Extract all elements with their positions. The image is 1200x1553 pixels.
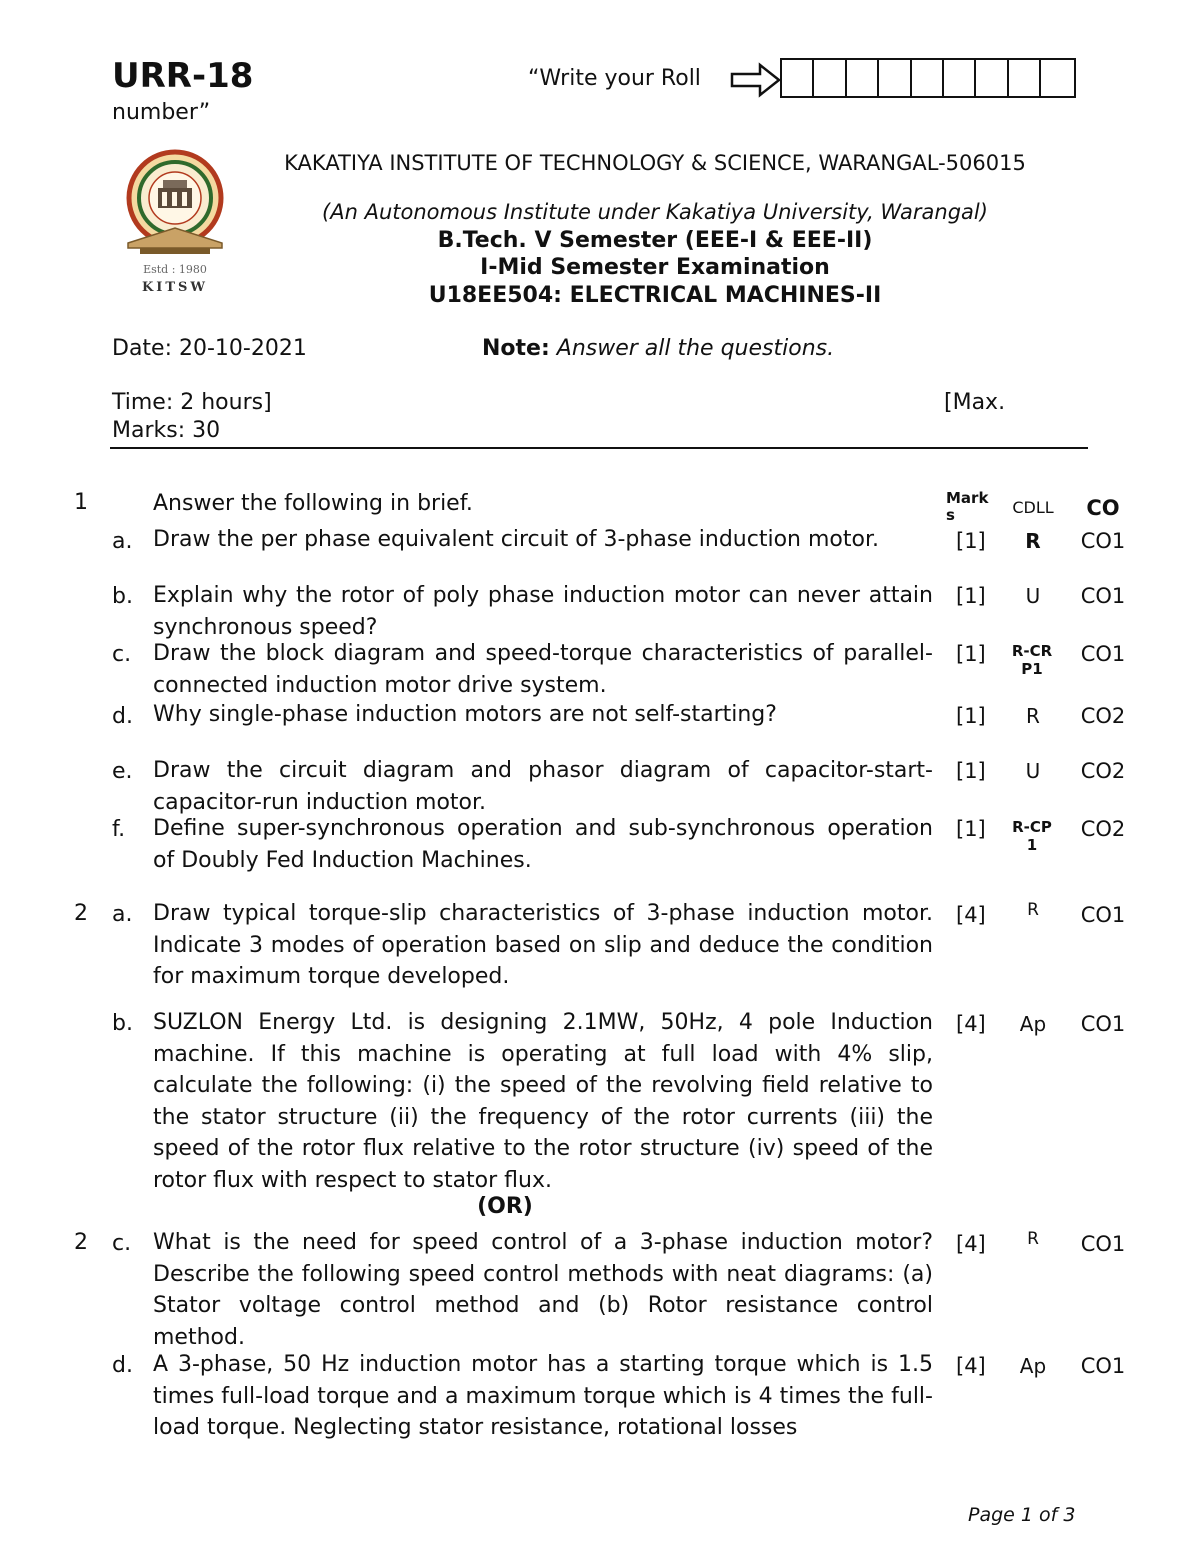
roll-box[interactable] bbox=[1009, 60, 1041, 96]
item-marks: [1] bbox=[956, 529, 986, 553]
item-marks: [1] bbox=[956, 704, 986, 728]
item-co: CO1 bbox=[1080, 1232, 1126, 1256]
question-text: SUZLON Energy Ltd. is designing 2.1MW, 50Hz, 4 pole Induction machine. If this machine is operating at full load with 4% slip, calculate the following: (i) the speed of the revolving field relative to the stator structure (ii) the frequency of the rotor currents (iii) the speed of the rotor flux relative to the rotor structure (iv) speed of the rotor flux with respect to stator flux. bbox=[153, 1010, 933, 1193]
item-label: d. bbox=[112, 704, 133, 729]
item-co: CO2 bbox=[1080, 704, 1126, 728]
max-marks-label: [Max. bbox=[944, 390, 1006, 415]
page-number: Page 1 of 3 bbox=[968, 1504, 1076, 1526]
roll-box[interactable] bbox=[814, 60, 846, 96]
item-co: CO1 bbox=[1080, 903, 1126, 927]
item-cdll: R bbox=[1027, 1229, 1039, 1249]
institute-subtitle: (An Autonomous Institute under Kakatiya University, Warangal) bbox=[322, 200, 988, 224]
item-label: f. bbox=[112, 817, 126, 842]
question-text: Draw the circuit diagram and phasor diagram of capacitor-start-capacitor-run induction motor. bbox=[153, 758, 933, 815]
roll-box[interactable] bbox=[847, 60, 879, 96]
or-separator: (OR) bbox=[477, 1194, 533, 1219]
roll-box[interactable] bbox=[912, 60, 944, 96]
item-cdll: R-CP1 bbox=[1012, 818, 1052, 854]
item-co: CO2 bbox=[1080, 817, 1126, 841]
item-label: c. bbox=[112, 642, 132, 667]
item-cdll: R bbox=[1025, 529, 1041, 553]
item-cdll: R bbox=[1026, 704, 1040, 728]
item-label: a. bbox=[112, 529, 133, 554]
logo-estd-text: Estd : 1980 bbox=[143, 263, 207, 276]
item-label: c. bbox=[112, 1231, 132, 1256]
roll-box[interactable] bbox=[879, 60, 911, 96]
item-marks: [1] bbox=[956, 759, 986, 783]
item-cdll: Ap bbox=[1019, 1354, 1047, 1378]
item-label: b. bbox=[112, 584, 133, 609]
item-co: CO1 bbox=[1080, 529, 1126, 553]
item-cdll: Ap bbox=[1019, 1012, 1047, 1036]
item-co: CO1 bbox=[1080, 1354, 1126, 1378]
logo-name-text: KITSW bbox=[141, 280, 209, 295]
roll-prompt-line1: “Write your Roll bbox=[528, 66, 701, 91]
exam-note bbox=[482, 336, 834, 361]
item-cdll: R-CRP1 bbox=[1011, 642, 1053, 678]
item-cdll: U bbox=[1025, 584, 1041, 608]
item-co: CO1 bbox=[1080, 642, 1126, 666]
roll-box[interactable] bbox=[976, 60, 1008, 96]
item-label: e. bbox=[112, 759, 133, 784]
item-cdll: R bbox=[1027, 900, 1039, 920]
program-title: B.Tech. V Semester (EEE-I & EEE-II) bbox=[437, 228, 873, 253]
course-title: U18EE504: ELECTRICAL MACHINES-II bbox=[428, 283, 882, 308]
institute-logo bbox=[120, 148, 230, 298]
roll-box[interactable] bbox=[782, 60, 814, 96]
item-label: d. bbox=[112, 1353, 133, 1378]
header-divider bbox=[110, 447, 1088, 449]
item-marks: [1] bbox=[956, 642, 986, 666]
item-co: CO1 bbox=[1080, 584, 1126, 608]
item-marks: [1] bbox=[956, 817, 986, 841]
roll-box[interactable] bbox=[944, 60, 976, 96]
exam-time: Time: 2 hours] bbox=[112, 390, 272, 415]
roll-number-boxes[interactable] bbox=[780, 58, 1076, 98]
question-text: Explain why the rotor of poly phase induction motor can never attain synchronous speed? bbox=[153, 583, 933, 640]
question-text: Define super-synchronous operation and sub-synchronous operation of Doubly Fed Induction Machines. bbox=[153, 816, 933, 873]
item-marks: [4] bbox=[956, 1012, 986, 1036]
question-text: Draw the block diagram and speed-torque characteristics of parallel-connected induction motor drive system. bbox=[153, 641, 933, 698]
item-marks: [4] bbox=[956, 1232, 986, 1256]
max-marks-value: Marks: 30 bbox=[112, 418, 221, 443]
item-co: CO2 bbox=[1080, 759, 1126, 783]
question-text: Draw the per phase equivalent circuit of 3-phase induction motor. bbox=[153, 527, 879, 552]
item-label: b. bbox=[112, 1011, 133, 1036]
item-cdll: U bbox=[1025, 759, 1041, 783]
exam-title: I-Mid Semester Examination bbox=[480, 255, 830, 280]
question-text: Why single-phase induction motors are not self-starting? bbox=[153, 702, 777, 727]
item-label: a. bbox=[112, 902, 133, 927]
item-marks: [1] bbox=[956, 584, 986, 608]
right-arrow-icon bbox=[730, 62, 782, 98]
co-column-header: CO bbox=[1086, 496, 1120, 520]
roll-prompt-line2: number” bbox=[112, 100, 211, 125]
question-title: Answer the following in brief. bbox=[153, 491, 473, 516]
marks-column-header: Marks bbox=[946, 489, 989, 524]
item-marks: [4] bbox=[956, 1354, 986, 1378]
paper-code: URR-18 bbox=[112, 56, 254, 96]
institute-name: KAKATIYA INSTITUTE OF TECHNOLOGY & SCIENCE, WARANGAL-506015 bbox=[284, 151, 1026, 175]
question-number: 1 bbox=[74, 490, 88, 515]
question-text: A 3-phase, 50 Hz induction motor has a starting torque which is 1.5 times full-load torque and a maximum torque which is 4 times the full-load torque. Neglecting stator resistance, rotational losses bbox=[153, 1352, 933, 1440]
item-marks: [4] bbox=[956, 903, 986, 927]
cdll-column-header: CDLL bbox=[1012, 498, 1054, 517]
question-text: What is the need for speed control of a 3-phase induction motor? Describe the following speed control methods with neat diagrams: (a) Stator voltage control method and (b) Rotor resistance control method. bbox=[153, 1230, 933, 1350]
note-text: Answer all the questions. bbox=[556, 336, 835, 361]
question-number: 2 bbox=[74, 1230, 88, 1255]
exam-date: Date: 20-10-2021 bbox=[112, 336, 307, 361]
item-co: CO1 bbox=[1080, 1012, 1126, 1036]
question-text: Draw typical torque-slip characteristics of 3-phase induction motor. Indicate 3 modes of operation based on slip and deduce the condition for maximum torque developed. bbox=[153, 901, 933, 989]
question-number: 2 bbox=[74, 901, 88, 926]
roll-box[interactable] bbox=[1041, 60, 1073, 96]
note-label: Note: bbox=[482, 336, 550, 361]
